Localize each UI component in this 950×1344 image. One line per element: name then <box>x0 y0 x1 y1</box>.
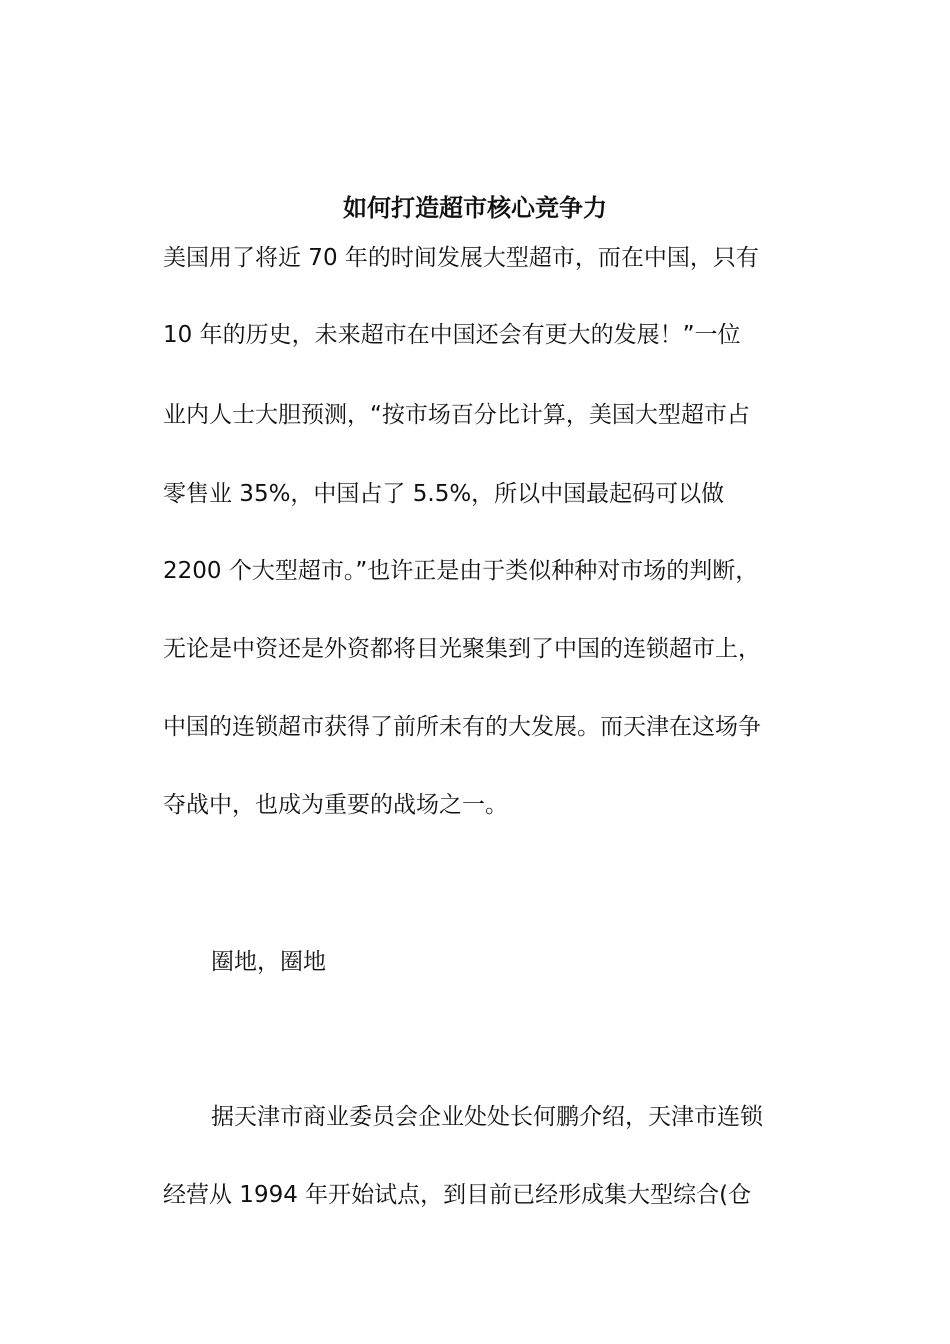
paragraph-line: 经营从 1994 年开始试点，到目前已经形成集大型综合(仓 <box>163 1182 752 1208</box>
paragraph-line: 零售业 35%，中国占了 5.5%，所以中国最起码可以做 <box>163 481 725 507</box>
paragraph-line: 2200 个大型超市。”也许正是由于类似种种对市场的判断， <box>163 558 759 584</box>
paragraph-line: 美国用了将近 70 年的时间发展大型超市，而在中国，只有 <box>163 245 759 271</box>
paragraph-line: 夺战中，也成为重要的战场之一。 <box>163 792 508 818</box>
document-title: 如何打造超市核心竞争力 <box>343 194 607 222</box>
paragraph-line: 业内人士大胆预测，“按市场百分比计算，美国大型超市占 <box>163 402 750 428</box>
paragraph-line: 无论是中资还是外资都将目光聚集到了中国的连锁超市上， <box>163 636 761 662</box>
paragraph-line: 中国的连锁超市获得了前所未有的大发展。而天津在这场争 <box>163 714 761 740</box>
paragraph-line: 10 年的历史，未来超市在中国还会有更大的发展！”一位 <box>163 322 741 348</box>
paragraph-line: 据天津市商业委员会企业处处长何鹏介绍，天津市连锁 <box>211 1104 763 1130</box>
section-heading: 圈地，圈地 <box>211 949 326 975</box>
